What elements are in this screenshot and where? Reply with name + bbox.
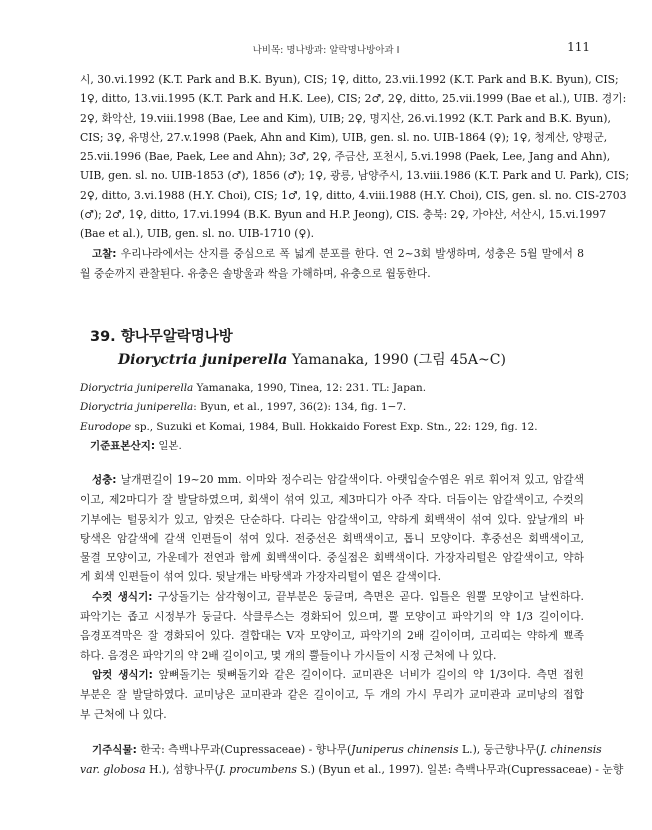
- host-text: L.), 둥근향나무(: [458, 743, 541, 756]
- text-line: CIS; 3♀, 유명산, 27.v.1998 (Paek, Ahn and Kim), UIB, gen. sl. no. UIB-1864 (♀); 1♀, 청계산, 양평군,: [80, 130, 608, 144]
- text-line: 부분은 잘 발달하였다. 교미낭은 교미관과 같은 길이이고, 두 개의 가시 무리가 교미관과 교미낭의 접합: [80, 688, 584, 702]
- text-line: 시, 30.vi.1992 (K.T. Park and B.K. Byun), CIS; 1♀, ditto, 23.vii.1992 (K.T. Park and B.K. Byun), CIS;: [80, 73, 619, 86]
- species-scientific-name: Dioryctria juniperella: [118, 352, 288, 368]
- host-text: 한국: 측백나무과(Cupressaceae) - 향나무(: [136, 743, 352, 756]
- synonymy-list: [80, 379, 600, 456]
- text-line: 물결 모양이고, 가운데가 전연과 함께 회백색이다. 중실점은 회백색이다. 가장자리털은 암갈색이고, 약하: [80, 551, 584, 565]
- text-line: [80, 587, 584, 607]
- male-genitalia-label: 수컷 생식기:: [92, 590, 153, 603]
- text-line: 탕색은 암갈색에 갈색 인편들이 섞여 있다. 전중선은 회백색이고, 톱니 모양이다. 후중선은 회백색이고,: [80, 531, 584, 545]
- text-line: 음경포격막은 잘 경화되어 있다. 결합대는 V자 모양이고, 파악기의 2배 길이이며, 고리띠는 약하게 뾰족: [80, 629, 584, 643]
- species-number-name: 39. 향나무알락명나방: [90, 329, 233, 345]
- host-plants-label: 기주식물:: [92, 744, 137, 756]
- host-species-name: J. procumbens: [218, 763, 297, 777]
- synonym-name: Dioryctria juniperella: [80, 382, 194, 394]
- text-line: 25.vii.1996 (Bae, Paek, Lee and Ahn); 3♂, 2♀, 주금산, 포천시, 5.vi.1998 (Paek, Lee, Jang and Ahn),: [80, 150, 611, 164]
- adult-label: 성충:: [92, 474, 117, 486]
- text-line: 부 근처에 나 있다.: [80, 707, 167, 721]
- female-genitalia-label: 암컷 생식기:: [92, 668, 153, 681]
- host-text: H.), 섬향나무(: [145, 763, 219, 777]
- remarks-text: 우리나라에서는 산지를 중심으로 폭 넓게 분포를 한다. 연 2~3회 발생하며, 성충은 5월 말에서 8: [120, 247, 585, 260]
- running-head-title: 나비목: 명나방과: 알락명나방아과 I: [252, 45, 400, 56]
- synonym-citation: Yamanaka, 1990, Tinea, 12: 231. TL: Japan.: [193, 382, 427, 394]
- text-line: 기부에는 털뭉치가 있고, 암컷은 단순하다. 다리는 암갈색이고, 약하게 회백색이 섞여 있다. 앞날개의 바: [80, 512, 584, 526]
- text-line: 2♀, ditto, 3.vi.1988 (H.Y. Choi), CIS; 1♂, 1♀, ditto, 4.viii.1988 (H.Y. Choi), CIS, gen. sl. no. CIS-2703: [80, 188, 627, 202]
- running-head: [0, 40, 652, 60]
- remarks-label: 고찰:: [92, 248, 117, 260]
- species-scientific-name-line: [90, 348, 506, 372]
- text-line: 하다. 음경은 파악기의 약 2배 길이이고, 몇 개의 뿔들이나 가시들이 시정 근처에 나 있다.: [80, 648, 497, 662]
- species-author-year: Yamanaka, 1990 (그림 45A~C): [287, 352, 506, 368]
- text-line: 게 회색 인편들이 섞여 있다. 뒷날개는 바탕색과 가장자리털이 옅은 갈색이다.: [80, 570, 442, 584]
- text-line: [80, 244, 584, 264]
- text-line: (Bae et al.), UIB, gen. sl. no. UIB-1710 (♀).: [80, 227, 315, 241]
- host-species-name: var. globosa: [80, 763, 146, 777]
- synonym-name: Eurodope: [80, 420, 132, 433]
- text-line: 2♀, 화악산, 19.viii.1998 (Bae, Lee and Kim), UIB; 2♀, 명지산, 26.vi.1992 (K.T. Park and B.K. Byun),: [80, 111, 611, 125]
- synonymy-entry: [80, 379, 600, 398]
- synonymy-entry: [80, 398, 600, 417]
- text-line: [80, 470, 584, 490]
- page-number: 111: [567, 40, 590, 54]
- type-locality-value: 일본.: [155, 439, 182, 452]
- text-line: 이고, 제2마디가 잘 발달하였으며, 회색이 섞여 있고, 제3마디가 아주 작다. 더듬이는 암갈색이고, 수컷의: [80, 493, 584, 507]
- synonym-name: Dioryctria juniperella: [80, 401, 194, 414]
- synonym-citation: : Byun, et al., 1997, 36(2): 134, fig. 1−7.: [193, 401, 407, 414]
- text-line: 월 중순까지 관찰된다. 유충은 솔방울과 싹을 가해하며, 유충으로 월동한다.: [80, 267, 431, 281]
- remarks-section: [80, 244, 584, 284]
- text-line: 1♀, ditto, 13.vii.1995 (K.T. Park and H.K. Lee), CIS; 2♂, 2♀, ditto, 25.vii.1999 (Bae et al.), UIB. 경기:: [80, 92, 627, 106]
- host-plants-section: [80, 740, 624, 780]
- text-line: [80, 665, 584, 685]
- text-line: [80, 740, 602, 760]
- female-genitalia-text: 앞뼈돌기는 뒷뼈돌기와 같은 길이이다. 교미관은 너비가 길이의 약 1/3이다. 측면 접힌: [158, 667, 584, 681]
- text-line: UIB, gen. sl. no. UIB-1853 (♂), 1856 (♂); 1♀, 광릉, 남양주시, 13.viii.1986 (K.T. Park and U. Park), CIS;: [80, 169, 630, 183]
- synonym-citation: sp., Suzuki et Komai, 1984, Bull. Hokkaido Forest Exp. Stn., 22: 129, fig. 12.: [131, 420, 538, 433]
- synonymy-entry: [80, 418, 600, 437]
- text-line: 파악기는 좁고 시정부가 둥글다. 삭클루스는 경화되어 있으며, 뿔 모양이고 파악기의 약 1/3 길이이다.: [80, 610, 584, 624]
- host-species-name: Juniperus chinensis: [351, 743, 459, 756]
- type-locality: [80, 437, 600, 456]
- host-species-name: J. chinensis: [540, 743, 602, 756]
- host-text: S.) (Byun et al., 1997). 일본: 측백나무과(Cupressaceae) - 눈향: [296, 763, 624, 777]
- type-locality-label: 기준표본산지:: [90, 439, 156, 452]
- description-section: [80, 470, 584, 724]
- text-line: [80, 760, 624, 779]
- male-genitalia-text: 구상돌기는 삼각형이고, 끝부분은 둥글며, 측면은 곧다. 입틀은 원뿔 모양이고 날씬하다.: [157, 589, 584, 603]
- text-line: (♂); 2♂, 1♀, ditto, 17.vi.1994 (B.K. Byun and H.P. Jeong), CIS. 충북: 2♀, 가야산, 서산시, 15.vi.1997: [80, 208, 607, 222]
- adult-text: 날개편길이 19~20 mm. 이마와 정수리는 암갈색이다. 아랫입술수염은 위로 휘어져 있고, 암갈색: [120, 473, 584, 486]
- species-heading: [90, 326, 506, 372]
- material-examined-records: [80, 70, 630, 244]
